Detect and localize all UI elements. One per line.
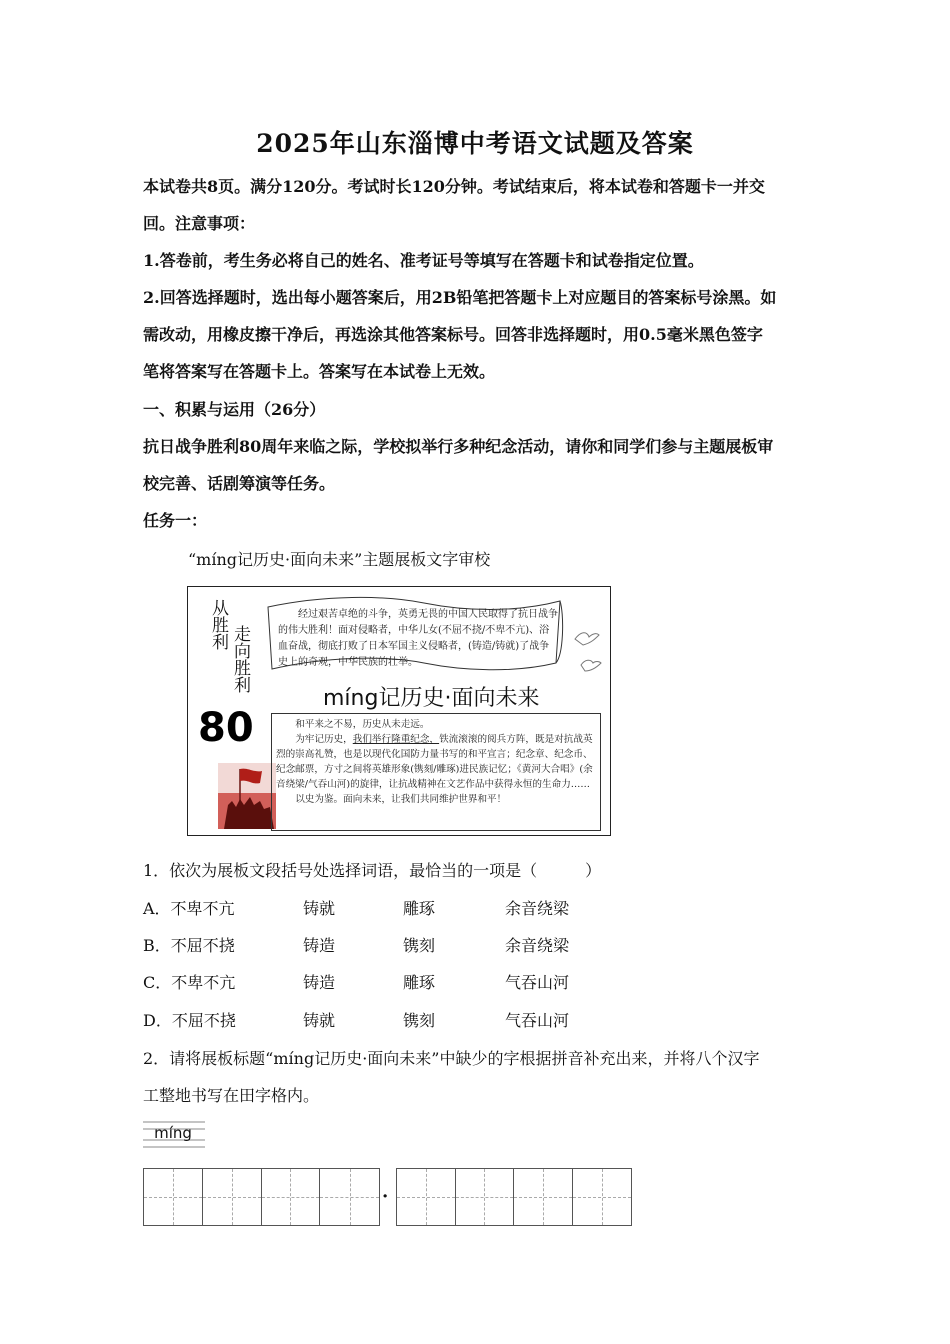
tianzige-grid-right — [396, 1168, 632, 1226]
tianzige-cell[interactable] — [397, 1169, 456, 1225]
note-2-line-1: 2.回答选择题时，选出每小题答案后，用2B铅笔把答题卡上对应题目的答案标号涂黑。如 — [143, 288, 777, 307]
option-word: 气吞山河 — [505, 973, 570, 992]
tianzige-cell[interactable] — [262, 1169, 321, 1225]
tianzige-cell[interactable] — [514, 1169, 573, 1225]
poster-paragraph-2-start: 为牢记历史， — [295, 734, 353, 745]
page-title: 2025年山东淄博中考语文试题及答案 — [256, 129, 694, 158]
poster-paragraph-1: 和平来之不易，历史从未走远。 — [295, 719, 430, 730]
option-word: 余音绕梁 — [505, 936, 570, 955]
section-heading: 一、积累与运用（26分） — [143, 400, 326, 419]
section-lead-1: 抗日战争胜利80周年来临之际，学校拟举行多种纪念活动，请你和同学们参与主题展板审 — [143, 437, 774, 456]
poster-paragraph-3: 以史为鉴。面向未来，让我们共同维护世界和平！ — [295, 794, 507, 805]
section-lead-2: 校完善、话剧筹演等任务。 — [143, 474, 336, 493]
note-1: 1.答卷前，考生务必将自己的姓名、准考证号等填写在答题卡和试卷指定位置。 — [143, 251, 704, 270]
pinyin-label: míng — [154, 1124, 192, 1142]
tianzige-grid-left — [143, 1168, 380, 1226]
poster-vertical-left: 从胜利 — [208, 599, 228, 650]
option-word: 铸造 — [303, 936, 336, 955]
q2-line-2: 工整地书写在田字格内。 — [143, 1086, 320, 1105]
poster-paragraph-2-rest: 铁流滚滚的阅兵方阵，既是对抗战英烈的崇高礼赞，也是以现代化国防力量书写的和平宣言；纪念章、纪念币、纪念邮票，方寸之间将英雄形象(镌刻/雕琢)进民族记忆；《黄河大合唱》(余音绕梁/气吞山河)的旋律，让抗战精神在文艺作品中获得永恒的生命力…… — [276, 734, 593, 790]
tianzige-cell[interactable] — [573, 1169, 632, 1225]
soldiers-flag-photo — [218, 763, 276, 829]
poster-big-number: 80 — [198, 705, 254, 751]
intro-line-2: 回。注意事项： — [143, 214, 256, 233]
option-label: D．不屈不挠 — [143, 1011, 236, 1030]
option-label: B．不屈不挠 — [143, 936, 235, 955]
poster-title: míng记历史·面向未来 — [323, 686, 540, 711]
scroll-text: 经过艰苦卓绝的斗争，英勇无畏的中国人民取得了抗日战争的伟大胜利！面对侵略者，中华儿女(不屈不挠/不卑不亢)、浴血奋战，彻底打败了日本军国主义侵略者，(铸造/铸就)了战争史上的奇观，中华民族的壮举。 — [278, 609, 558, 668]
poster-text-content — [276, 717, 600, 807]
dove-icon — [571, 627, 603, 677]
tianzige-cell[interactable] — [456, 1169, 515, 1225]
option-word: 雕琢 — [403, 899, 436, 918]
q2-line-1: 2．请将展板标题“míng记历史·面向未来”中缺少的字根据拼音补充出来，并将八个汉字 — [143, 1049, 760, 1068]
task1-label: 任务一： — [143, 511, 208, 530]
tianzige-cell[interactable] — [320, 1169, 379, 1225]
option-word: 雕琢 — [403, 973, 436, 992]
option-word: 铸就 — [303, 1011, 336, 1030]
option-word: 镌刻 — [403, 936, 436, 955]
tianzige-cell[interactable] — [144, 1169, 203, 1225]
note-2-line-2: 需改动，用橡皮擦干净后，再选涂其他答案标号。回答非选择题时，用0.5毫米黑色签字 — [143, 325, 763, 344]
poster-paragraph-2 — [276, 732, 600, 792]
option-word: 铸就 — [303, 899, 336, 918]
q1-stem: 1．依次为展板文段括号处选择词语，最恰当的一项是（ ） — [143, 861, 602, 880]
option-word: 铸造 — [303, 973, 336, 992]
option-word: 气吞山河 — [505, 1011, 570, 1030]
exhibition-poster — [187, 586, 611, 836]
option-word: 余音绕梁 — [505, 899, 570, 918]
poster-caption: “míng记历史·面向未来”主题展板文字审校 — [188, 550, 491, 569]
grid-separator-dot: · — [382, 1186, 389, 1207]
note-2-line-3: 笔将答案写在答题卡上。答案写在本试卷上无效。 — [143, 362, 496, 381]
tianzige-cell[interactable] — [203, 1169, 262, 1225]
poster-underlined-phrase: 我们举行隆重纪念， — [352, 734, 440, 745]
option-label: A．不卑不亢 — [143, 899, 235, 918]
option-label: C．不卑不亢 — [143, 973, 236, 992]
intro-line-1: 本试卷共8页。满分120分。考试时长120分钟。考试结束后，将本试卷和答题卡一并交 — [143, 177, 765, 196]
poster-vertical-right: 走向胜利 — [230, 625, 250, 693]
option-word: 镌刻 — [403, 1011, 436, 1030]
